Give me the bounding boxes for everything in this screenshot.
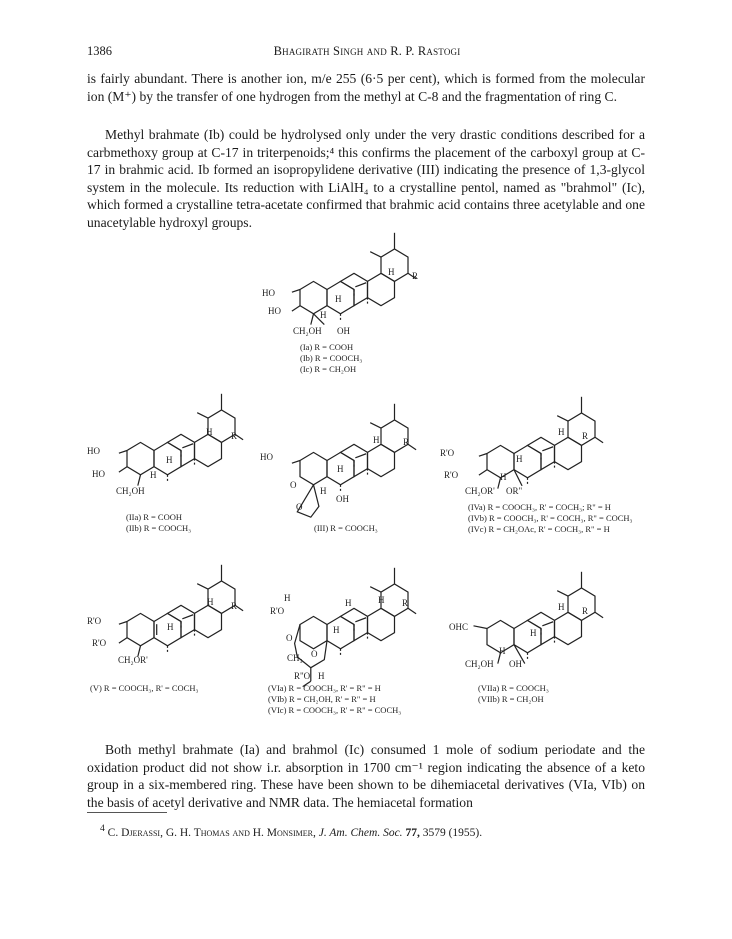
struct-IV-h1: H <box>500 472 507 482</box>
struct-V-ro1: R'O <box>87 616 102 626</box>
struct-VII-h3: H <box>558 602 565 612</box>
footnote-pages: 3579 (1955). <box>422 826 483 839</box>
footnote-separator <box>87 812 167 813</box>
struct-III-h2: H <box>337 464 344 474</box>
struct-I-h1: H <box>320 310 327 320</box>
paragraph-2: Methyl brahmate (Ib) could be hydrolysed only under the very drastic conditions described for a carbmethoxy group at C-17 in triterpenoids;⁴ this confirms the placement of the carboxyl group at C-17 in brahmic acid. Ib formed an isopropylidene derivative (III) indicating the presence of 1,3-glycol system in the molecule. Its reduction with LiAlH₄ to a crystalline pentol, named as "brahmol" (Ic), which formed a crystalline tetra-acetate confirmed that brahmic acid contains three acetylable and one unacetylable hydroxyl groups. <box>87 127 645 230</box>
struct-IV-caption-a: (IVa) R = COOCH₃, R' = COCH₃; R" = H <box>468 502 611 512</box>
struct-VII-h2: H <box>530 628 537 638</box>
struct-II-h2: H <box>166 455 173 465</box>
page-number: 1386 <box>87 44 112 58</box>
struct-VI-h4: H <box>378 595 385 605</box>
struct-III-h3: H <box>373 435 380 445</box>
struct-I-caption-a: (Ia) R = COOH <box>300 342 354 352</box>
struct-VI-h2: H <box>333 625 340 635</box>
struct-I-ho2: HO <box>268 306 281 316</box>
struct-IV-r: R <box>582 431 589 441</box>
struct-VII-h1: H <box>499 646 506 656</box>
struct-VI-ch3: CH₃ <box>287 653 303 663</box>
structure-IV <box>479 397 603 489</box>
struct-III-ho: HO <box>260 452 273 462</box>
running-title: Bhagirath Singh and R. P. Rastogi <box>273 44 461 58</box>
struct-I-caption-c: (Ic) R = CH₂OH <box>300 364 357 374</box>
struct-I-h2: H <box>335 294 342 304</box>
paragraph-1: is fairly abundant. There is another ion, m/e 255 (6·5 per cent), which is formed from the molecular ion (M⁺) by the transfer of one hydrogen from the methyl at C-8 and the fragmentation of ring C. <box>87 71 645 104</box>
struct-II-caption-a: (IIa) R = COOH <box>126 512 183 522</box>
struct-VI-r: R <box>402 598 409 608</box>
struct-IV-ch2or: CH₂OR' <box>465 486 495 496</box>
struct-VII-oh: OH <box>509 659 522 669</box>
struct-IV-caption-b: (IVb) R = COOCH₃, R' = COCH₃, R" = COCH₃ <box>468 513 633 523</box>
struct-III-h1: H <box>320 486 327 496</box>
struct-VI-caption-c: (VIc) R = COOCH₃, R' = R" = COCH₃ <box>268 705 402 715</box>
struct-I-ch2oh: CH₂OH <box>293 326 322 336</box>
struct-II-ho1: HO <box>87 446 100 456</box>
struct-II-ch2oh: CH₂OH <box>116 486 145 496</box>
struct-IV-h3: H <box>558 427 565 437</box>
struct-IV-ro2: R'O <box>444 470 459 480</box>
footnote-marker: 4 <box>100 823 105 834</box>
struct-I-caption-b: (Ib) R = COOCH₃ <box>300 353 363 363</box>
struct-I-r: R <box>412 271 419 281</box>
struct-VI-ro2: R"O <box>294 671 311 681</box>
structure-III <box>292 404 416 517</box>
struct-VI-h1: H <box>318 671 325 681</box>
struct-VI-h3: H <box>345 598 352 608</box>
struct-III-caption: (III) R = COOCH₃ <box>314 523 378 533</box>
struct-IV-h2: H <box>516 454 523 464</box>
struct-V-caption: (V) R = COOCH₃, R' = COCH₃ <box>90 683 199 693</box>
struct-VII-ch2oh: CH₂OH <box>465 659 494 669</box>
struct-VII-caption-a: (VIIa) R = COOCH₃ <box>478 683 549 693</box>
struct-II-caption-b: (IIb) R = COOCH₃ <box>126 523 192 533</box>
structure-V <box>119 565 243 657</box>
paragraph-3: Both methyl brahmate (Ia) and brahmol (Ic) consumed 1 mole of sodium periodate and the oxidation product did not show i.r. absorption in 1700 cm⁻¹ region indicating the absence of a keto group in a six-membered ring. These have been shown to be dihemiacetal derivatives (VIa, VIb) on the basis of acetyl derivative and NMR data. The hemiacetal formation <box>87 742 645 810</box>
struct-IV-caption-c: (IVc) R = CH₂OAc, R' = COCH₃, R" = H <box>468 524 610 534</box>
struct-II-h3: H <box>206 427 213 437</box>
struct-V-r: R <box>231 601 238 611</box>
struct-II-h1: H <box>150 470 157 480</box>
struct-V-h1: H <box>167 622 174 632</box>
footnote-volume: 77, <box>405 826 420 839</box>
struct-I-oh: OH <box>337 326 350 336</box>
struct-IV-ro1: R'O <box>440 448 455 458</box>
structure-VI <box>295 568 417 687</box>
struct-I-h3: H <box>388 267 395 277</box>
struct-VI-o2: O <box>311 649 318 659</box>
struct-VI-h0: H <box>284 593 291 603</box>
footnote <box>100 822 645 840</box>
struct-VII-ohc: OHC <box>449 622 469 632</box>
structure-I <box>292 233 419 325</box>
struct-II-r: R <box>231 431 238 441</box>
struct-IV-or2: OR" <box>506 486 523 496</box>
struct-III-r: R <box>403 437 410 447</box>
struct-VI-caption-a: (VIa) R = COOCH₃, R' = R" = H <box>268 683 381 693</box>
structure-VII <box>474 572 604 664</box>
struct-III-o2: O <box>296 502 303 512</box>
struct-V-ch2or: CH₂OR' <box>118 655 148 665</box>
struct-V-h2: H <box>207 597 214 607</box>
structure-II <box>119 394 243 486</box>
struct-V-ro2: R'O <box>92 638 107 648</box>
struct-VII-caption-b: (VIIb) R = CH₂OH <box>478 694 544 704</box>
footnote-authors: C. Djerassi, G. H. Thomas and H. Monsimer, <box>107 826 316 839</box>
footnote-journal: J. Am. Chem. Soc. <box>318 826 403 839</box>
struct-III-o1: O <box>290 480 297 490</box>
struct-VII-r: R <box>582 606 589 616</box>
struct-VI-o1: O <box>286 633 293 643</box>
struct-II-ho2: HO <box>92 469 105 479</box>
struct-VI-caption-b: (VIb) R = CH₂OH, R' = R" = H <box>268 694 376 704</box>
struct-VI-ro: R'O <box>270 606 285 616</box>
struct-III-oh: OH <box>336 494 349 504</box>
struct-I-ho1: HO <box>262 288 275 298</box>
